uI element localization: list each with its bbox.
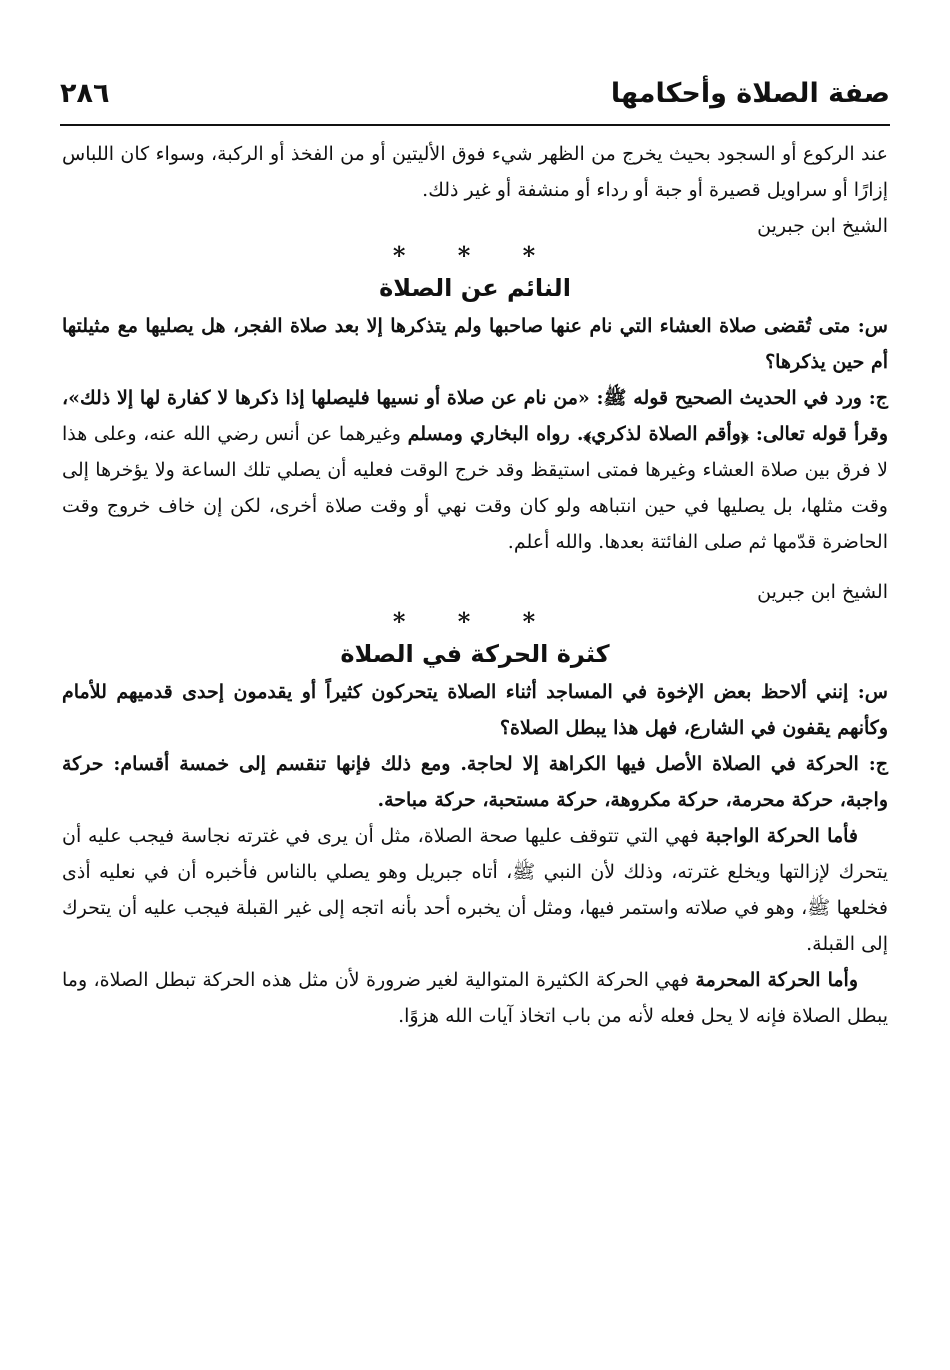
page-header <box>60 76 890 126</box>
page-body <box>62 136 888 1034</box>
forbidden-movement-body: فهي الحركة الكثيرة المتوالية لغير ضرورة لأن مثل هذه الحركة تبطل الصلاة، وما يبطل الصلاة فإنه لا يحل فعله لأنه من باب اتخاذ آيات الله هزوًا. <box>62 969 888 1027</box>
section-title-sleeper: النائم عن الصلاة <box>379 274 571 302</box>
section-title-movement: كثرة الحركة في الصلاة <box>340 640 610 668</box>
paragraph-obligatory-movement <box>62 818 888 962</box>
answer-1-lead: ج: ورد في الحديث الصحيح قوله ﷺ: «من نام عن صلاة أو نسيها فليصلها إذا ذكرها لا كفارة لها إلا ذلك»، وقرأ قوله تعالى: ﴿وأقم الصلاة لذكري﴾. رواه البخاري ومسلم <box>62 387 888 445</box>
answer-1-body: وغيرهما عن أنس رضي الله عنه، وعلى هذا لا فرق بين صلاة العشاء وغيرها فمتى استيقظ وقد خرج الوقت فعليه أن يصلي تلك الساعة ولا يؤخرها إلى وقت مثلها، بل يصليها في حين انتباهه ولو كان وقت نهي أو وقت صلاة أخرى، لكن إن خاف خروج وقت الحاضرة قدّمها ثم صلى الفائتة بعدها. والله أعلم. <box>62 423 888 553</box>
intro-paragraph: عند الركوع أو السجود بحيث يخرج من الظهر شيء فوق الأليتين أو من الفخذ أو الركبة، وسواء كان اللباس إزارًا أو سراويل قصيرة أو جبة أو رداء أو منشفة أو غير ذلك. <box>62 143 888 201</box>
section-separator-1: * * * <box>392 241 558 270</box>
obligatory-movement-body: فهي التي تتوقف عليها صحة الصلاة، مثل أن يرى في غترته نجاسة فيجب عليه أن يتحرك لإزالتها ويخلع غترته، وذلك لأن النبي ﷺ، أتاه جبريل وهو يصلي بالناس فأخبره أن في نعليه أذى فخلعها ﷺ، وهو في صلاته واستمر فيها، ومثل أن يخبره أحد بأنه اتجه إلى غير القبلة فيجب عليه أن يتحرك إلى القبلة. <box>62 825 888 955</box>
section-separator-2: * * * <box>392 607 558 636</box>
answer-2: ج: الحركة في الصلاة الأصل فيها الكراهة إلا لحاجة. ومع ذلك فإنها تنقسم إلى خمسة أقسام: حركة واجبة، حركة محرمة، حركة مكروهة، حركة مستحبة، حركة مباحة. <box>62 753 888 811</box>
answer-1 <box>62 380 888 560</box>
question-2: س: إنني ألاحظ بعض الإخوة في المساجد أثناء الصلاة يتحركون كثيراً أو يقدمون إحدى قدميهم للأمام وكأنهم يقفون في الشارع، فهل هذا يبطل الصلاة؟ <box>62 681 888 739</box>
question-1: س: متى تُقضى صلاة العشاء التي نام عنها صاحبها ولم يتذكرها إلا بعد صلاة الفجر، هل يصليها مع مثيلتها أم حين يذكرها؟ <box>62 315 888 373</box>
intro-signature: الشيخ ابن جبرين <box>757 215 888 237</box>
section1-signature: الشيخ ابن جبرين <box>757 581 888 603</box>
book-title: صفة الصلاة وأحكامها <box>610 78 890 109</box>
obligatory-movement-lead: فأما الحركة الواجبة <box>705 825 858 847</box>
forbidden-movement-lead: وأما الحركة المحرمة <box>695 969 858 991</box>
page-number: ٢٨٦ <box>60 78 110 109</box>
paragraph-forbidden-movement <box>62 962 888 1034</box>
